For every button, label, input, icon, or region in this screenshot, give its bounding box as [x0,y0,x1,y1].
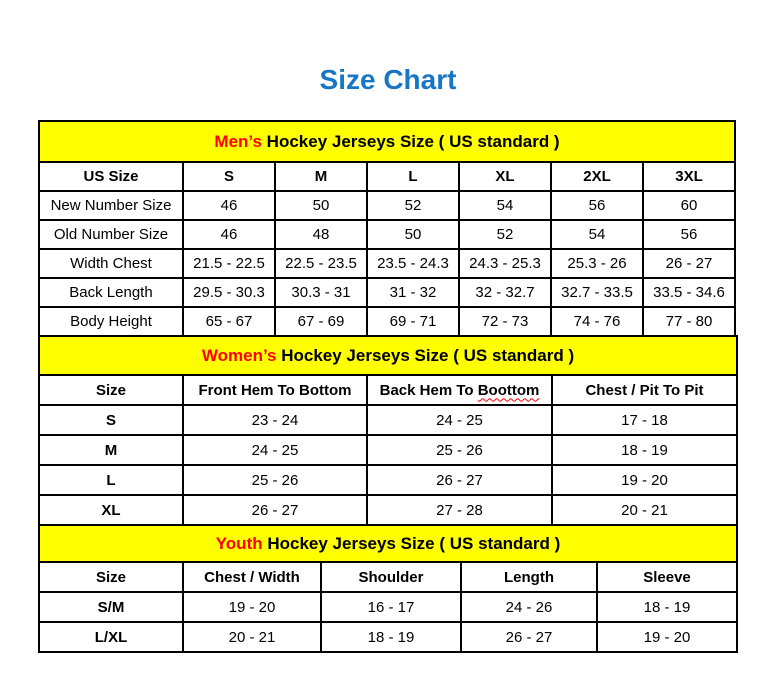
value-cell: 46 [183,191,275,220]
mens-banner [39,121,735,162]
table-row [39,249,735,278]
row-label: L [39,465,183,495]
womens-header-row [39,375,737,405]
value-cell: 54 [551,220,643,249]
table-row [39,405,737,435]
value-cell: 46 [183,220,275,249]
value-cell: 31 - 32 [367,278,459,307]
row-label: M [39,435,183,465]
table-row [39,220,735,249]
value-cell: 32.7 - 33.5 [551,278,643,307]
value-cell: 52 [367,191,459,220]
mens-banner-text: Hockey Jerseys Size ( US standard ) [261,131,560,151]
row-label: Width Chest [39,249,183,278]
value-cell: 21.5 - 22.5 [183,249,275,278]
row-label: New Number Size [39,191,183,220]
youth-header-row [39,562,737,592]
value-cell: 65 - 67 [183,307,275,336]
value-cell: 60 [643,191,735,220]
column-header: Size [39,375,183,405]
value-cell: 50 [275,191,367,220]
value-cell: 26 - 27 [367,465,552,495]
mens-banner-row [39,121,735,162]
column-header: Chest / Pit To Pit [552,375,737,405]
value-cell: 27 - 28 [367,495,552,525]
size-tables-container [38,120,736,653]
column-header: Size [39,562,183,592]
column-header: Front Hem To Bottom [183,375,367,405]
row-label: Old Number Size [39,220,183,249]
value-cell: 72 - 73 [459,307,551,336]
value-cell: 25 - 26 [183,465,367,495]
table-row [39,307,735,336]
youth-banner-highlight: Youth [215,533,263,553]
column-header: L [367,162,459,191]
column-header: Shoulder [321,562,461,592]
womens-banner-highlight: Women’s [201,345,277,365]
column-header: 2XL [551,162,643,191]
value-cell: 25.3 - 26 [551,249,643,278]
value-cell: 24.3 - 25.3 [459,249,551,278]
table-row [39,622,737,652]
column-header: S [183,162,275,191]
column-header: 3XL [643,162,735,191]
value-cell: 67 - 69 [275,307,367,336]
value-cell: 25 - 26 [367,435,552,465]
youth-banner-row [39,525,737,562]
table-row [39,191,735,220]
womens-banner [39,336,737,375]
value-cell: 32 - 32.7 [459,278,551,307]
womens-size-table [38,335,738,526]
table-row [39,465,737,495]
value-cell: 26 - 27 [643,249,735,278]
table-row [39,495,737,525]
value-cell: 19 - 20 [552,465,737,495]
mens-header-row [39,162,735,191]
column-header: US Size [39,162,183,191]
value-cell: 56 [643,220,735,249]
value-cell: 48 [275,220,367,249]
row-label: Back Length [39,278,183,307]
column-header-text: Back Hem To [379,381,478,399]
value-cell: 56 [551,191,643,220]
table-row [39,278,735,307]
value-cell: 24 - 25 [183,435,367,465]
row-label: S/M [39,592,183,622]
mens-size-table [38,120,736,337]
value-cell: 18 - 19 [597,592,737,622]
value-cell: 19 - 20 [183,592,321,622]
row-label: Body Height [39,307,183,336]
column-header: Chest / Width [183,562,321,592]
value-cell: 24 - 26 [461,592,597,622]
value-cell: 19 - 20 [597,622,737,652]
value-cell: 50 [367,220,459,249]
value-cell: 54 [459,191,551,220]
value-cell: 23.5 - 24.3 [367,249,459,278]
value-cell: 17 - 18 [552,405,737,435]
value-cell: 20 - 21 [552,495,737,525]
row-label: L/XL [39,622,183,652]
value-cell: 30.3 - 31 [275,278,367,307]
value-cell: 74 - 76 [551,307,643,336]
value-cell: 26 - 27 [183,495,367,525]
row-label: S [39,405,183,435]
row-label: XL [39,495,183,525]
value-cell: 22.5 - 23.5 [275,249,367,278]
value-cell: 29.5 - 30.3 [183,278,275,307]
page-title: Size Chart [319,64,457,95]
value-cell: 18 - 19 [552,435,737,465]
youth-size-table [38,524,738,653]
womens-banner-text: Hockey Jerseys Size ( US standard ) [276,345,575,365]
value-cell: 26 - 27 [461,622,597,652]
value-cell: 24 - 25 [367,405,552,435]
mens-banner-highlight: Men’s [214,131,262,151]
table-row [39,435,737,465]
column-header: M [275,162,367,191]
misspelled-word: Boottom [477,381,540,399]
value-cell: 77 - 80 [643,307,735,336]
column-header: Length [461,562,597,592]
value-cell: 23 - 24 [183,405,367,435]
value-cell: 33.5 - 34.6 [643,278,735,307]
value-cell: 16 - 17 [321,592,461,622]
womens-banner-row [39,336,737,375]
value-cell: 20 - 21 [183,622,321,652]
youth-banner-text: Hockey Jerseys Size ( US standard ) [262,533,561,553]
value-cell: 18 - 19 [321,622,461,652]
column-header [367,375,552,405]
youth-banner [39,525,737,562]
value-cell: 69 - 71 [367,307,459,336]
table-row [39,592,737,622]
column-header: XL [459,162,551,191]
column-header: Sleeve [597,562,737,592]
value-cell: 52 [459,220,551,249]
